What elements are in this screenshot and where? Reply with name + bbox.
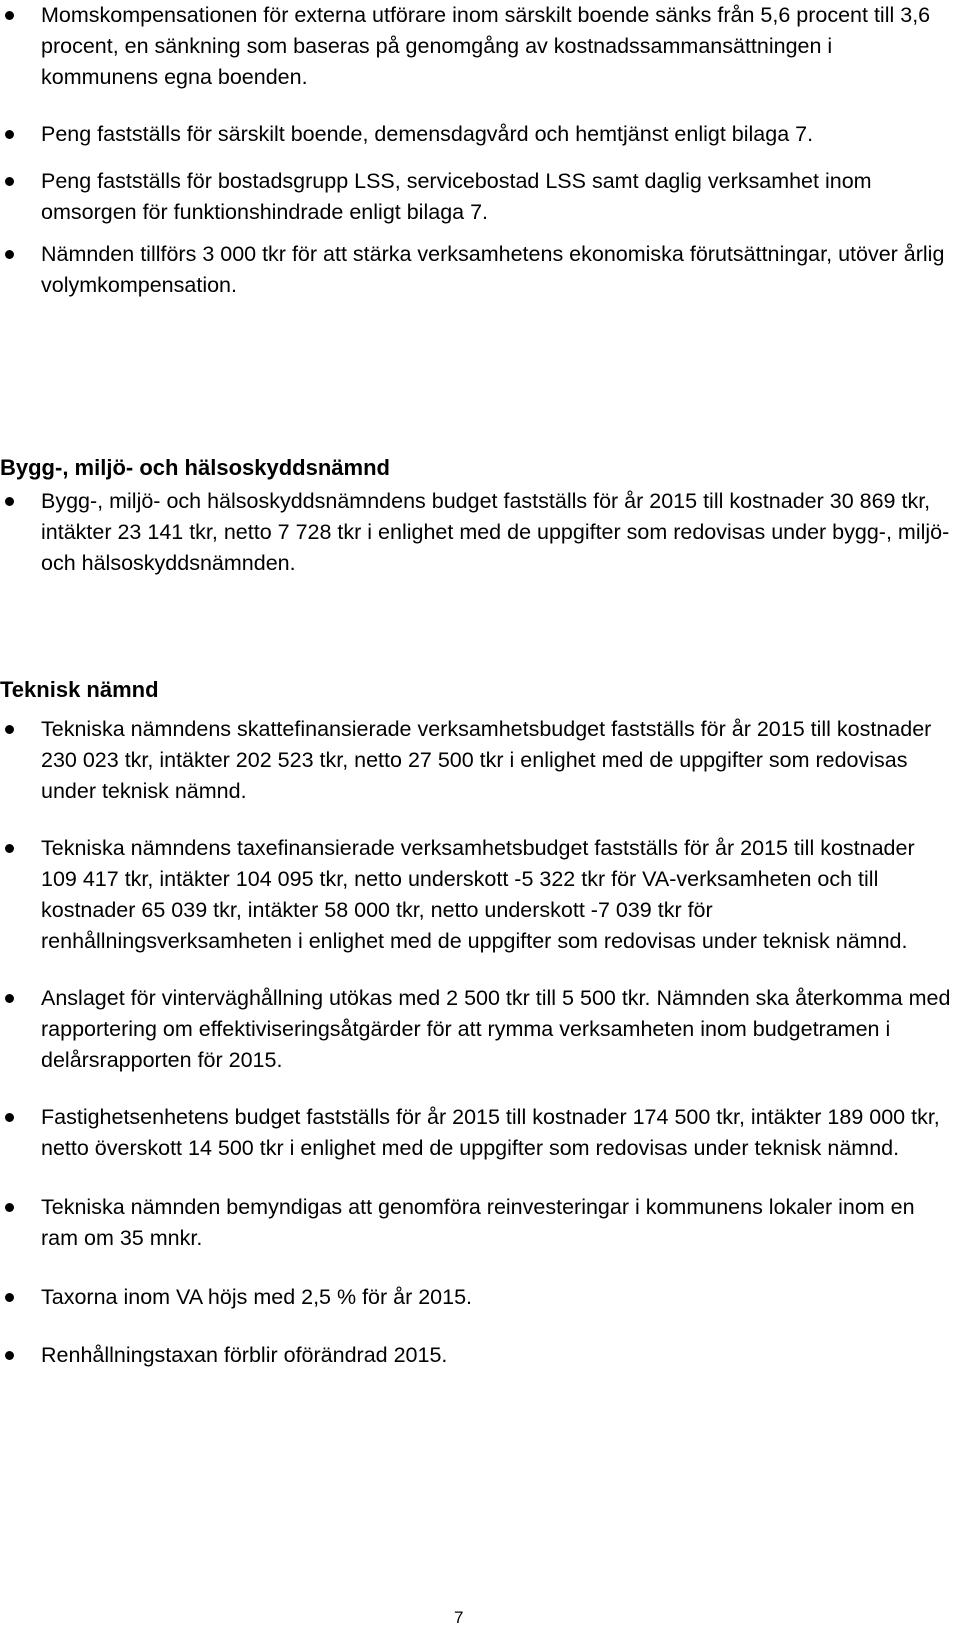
bullet-icon [5,1351,14,1360]
section-heading-teknisk: Teknisk nämnd [0,677,159,702]
list-item-text: Taxorna inom VA höjs med 2,5 % för år 2015. [41,1285,473,1309]
bullet-icon [5,1113,14,1122]
list-item-text: Anslaget för vinterväghållning utökas med 2 500 tkr till 5 500 tkr. Nämnden ska återkomma med rapportering om effektiviseringsåtgärder för att rymma verksamheten inom budgetramen i delårsrapporten för 2015. [41,986,951,1072]
list-item [0,714,956,807]
list-item-text: Tekniska nämndens skattefinansierade verksamhetsbudget fastställs för år 2015 till kostnader 230 023 tkr, intäkter 202 523 tkr, netto 27 500 tkr i enlighet med de uppgifter som redovisas under teknisk nämnd. [41,717,932,803]
bullet-icon [5,1203,14,1212]
bullet-icon [5,994,14,1003]
bullet-icon [5,130,14,139]
list-item [0,486,956,579]
list-item [0,166,956,228]
list-item [0,833,956,957]
list-item-text: Renhållningstaxan förblir oförändrad 2015. [41,1343,448,1367]
bullet-icon [5,1293,14,1302]
list-item-text: Peng fastställs för bostadsgrupp LSS, servicebostad LSS samt daglig verksamhet inom omsorgen för funktionshindrade enligt bilaga 7. [41,169,872,224]
list-item [0,119,956,150]
list-item [0,0,956,93]
list-item-text: Nämnden tillförs 3 000 tkr för att stärka verksamhetens ekonomiska förutsättningar, utöver årlig volymkompensation. [41,242,945,297]
page-number: 7 [454,1608,464,1627]
bygg-bullet-list [0,486,956,579]
bullet-icon [5,177,14,186]
bullet-icon [5,250,14,259]
bullet-icon [5,725,14,734]
list-item [0,983,956,1076]
list-item-text: Peng fastställs för särskilt boende, demensdagvård och hemtjänst enligt bilaga 7. [41,122,814,146]
list-item-text: Tekniska nämndens taxefinansierade verksamhetsbudget fastställs för år 2015 till kostnader 109 417 tkr, intäkter 104 095 tkr, netto underskott -5 322 tkr för VA-verksamheten och till kostnader 65 039 tkr, intäkter 58 000 tkr, netto underskott -7 039 tkr för renhållningsverksamheten i enlighet med de uppgifter som redovisas under teknisk nämnd. [41,836,915,953]
list-item [0,1340,956,1371]
list-item [0,1192,956,1254]
list-item [0,1282,956,1313]
bullet-icon [5,11,14,20]
teknisk-bullet-list [0,714,956,1397]
list-item-text: Fastighetsenhetens budget fastställs för år 2015 till kostnader 174 500 tkr, intäkter 189 000 tkr, netto överskott 14 500 tkr i enlighet med de uppgifter som redovisas under teknisk nämnd. [41,1105,940,1160]
bullet-icon [5,844,14,853]
list-item-text: Tekniska nämnden bemyndigas att genomföra reinvesteringar i kommunens lokaler inom en ram om 35 mnkr. [41,1195,915,1250]
list-item-text: Bygg-, miljö- och hälsoskyddsnämndens budget fastställs för år 2015 till kostnader 30 869 tkr, intäkter 23 141 tkr, netto 7 728 tkr i enlighet med de uppgifter som redovisas under bygg-, miljö- och hälsoskyddsnämnden. [41,489,950,575]
list-item [0,1102,956,1164]
list-item [0,239,956,301]
intro-bullet-list [0,0,956,301]
bullet-icon [5,497,14,506]
list-item-text: Momskompensationen för externa utförare inom särskilt boende sänks från 5,6 procent till 3,6 procent, en sänkning som baseras på genomgång av kostnadssammansättningen i kommunens egna boenden. [41,3,931,89]
section-heading-bygg: Bygg-, miljö- och hälsoskyddsnämnd [0,455,390,480]
